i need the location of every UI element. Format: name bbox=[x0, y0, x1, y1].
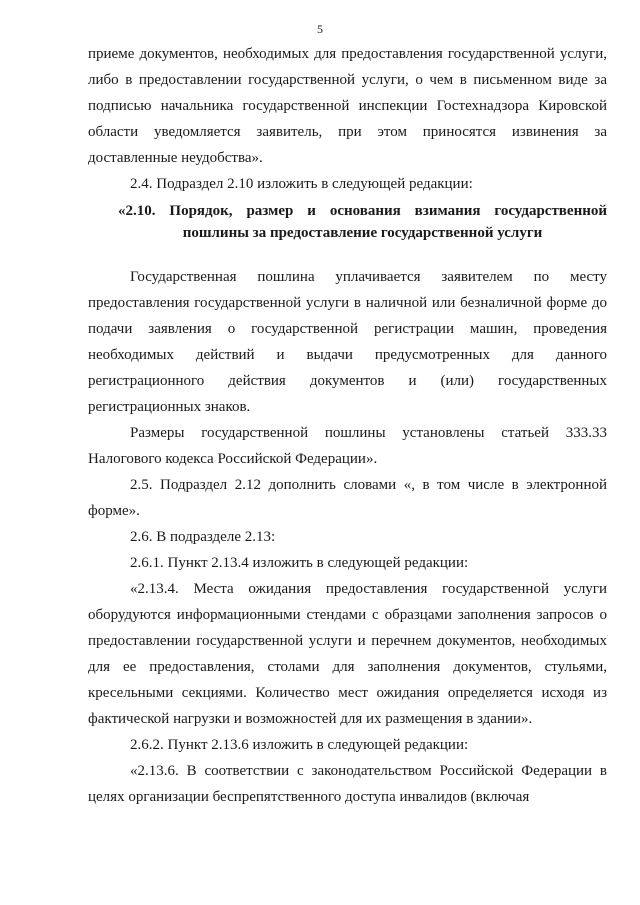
paragraph-2-13-6: «2.13.6. В соответствии с законодательством Российской Федерации в целях организации беспрепятственного доступа инвалидов (включая bbox=[88, 763, 607, 805]
paragraph-2-4: 2.4. Подраздел 2.10 изложить в следующей редакции: bbox=[130, 176, 473, 192]
paragraph-2-6-1: 2.6.1. Пункт 2.13.4 изложить в следующей редакции: bbox=[130, 555, 469, 571]
section-heading-2-10 bbox=[88, 200, 607, 244]
document-body bbox=[88, 41, 607, 810]
paragraph-2-6: 2.6. В подразделе 2.13: bbox=[130, 529, 276, 545]
paragraph-2-13-4: «2.13.4. Места ожидания предоставления государственной услуги оборудуются информационными стендами с образцами заполнения запросов о предоставлении государственной услуги и перечнем документов, необходимых для ее предоставления, столами для заполнения документов, стульями, кресельными секциями. Количество мест ожидания определяется исходя из фактической нагрузки и возможностей для их размещения в здании». bbox=[88, 581, 607, 727]
paragraph-2-6-2: 2.6.2. Пункт 2.13.6 изложить в следующей редакции: bbox=[130, 737, 469, 753]
paragraph-fee-amount: Размеры государственной пошлины установлены статьей 333.33 Налогового кодекса Российской Федерации». bbox=[88, 425, 607, 467]
paragraph-fee-payment: Государственная пошлина уплачивается заявителем по месту предоставления государственной услуги в наличной или безналичной форме до подачи заявления о государственной регистрации машин, проведения необходимых действий и выдачи предусмотренных для данного регистрационного действия документов и (или) государственных регистрационных знаков. bbox=[88, 269, 607, 415]
paragraph-2-5: 2.5. Подраздел 2.12 дополнить словами «, в том числе в электронной форме». bbox=[88, 477, 607, 519]
heading-line-1: «2.10. Порядок, размер и основания взимания государственной bbox=[118, 203, 607, 219]
paragraph-continuation: приеме документов, необходимых для предоставления государственной услуги, либо в предоставлении государственной услуги, о чем в письменном виде за подписью начальника государственной инспекции Гостехнадзора Кировской области уведомляется заявитель, при этом приносятся извинения за доставленные неудобства». bbox=[88, 46, 607, 166]
page-number: 5 bbox=[317, 22, 323, 36]
heading-line-2: пошлины за предоставление государственной услуги bbox=[182, 225, 543, 241]
